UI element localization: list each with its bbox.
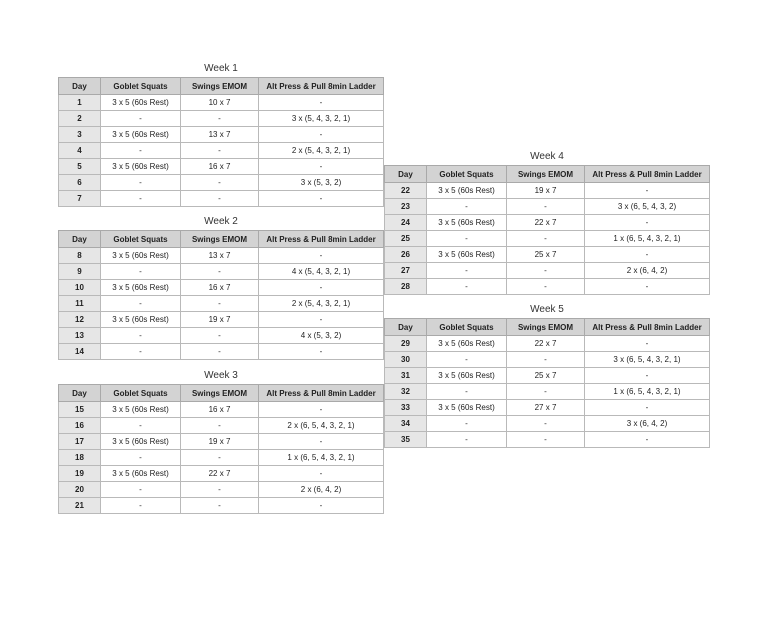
- day-cell: 4: [59, 143, 101, 159]
- table-cell: 3 x 5 (60s Rest): [427, 336, 507, 352]
- schedule-table: [384, 318, 710, 448]
- table-cell: 3 x (6, 4, 2): [585, 416, 710, 432]
- day-cell: 33: [385, 400, 427, 416]
- table-cell: 3 x (6, 5, 4, 3, 2, 1): [585, 352, 710, 368]
- table-cell: -: [181, 450, 259, 466]
- column-header: Goblet Squats: [101, 385, 181, 402]
- table-cell: -: [181, 328, 259, 344]
- week-title: Week 1: [204, 63, 238, 74]
- column-header: Day: [385, 166, 427, 183]
- table-cell: -: [585, 400, 710, 416]
- table-cell: 3 x 5 (60s Rest): [101, 95, 181, 111]
- table-cell: -: [181, 264, 259, 280]
- table-cell: -: [101, 264, 181, 280]
- table-cell: -: [181, 296, 259, 312]
- table-cell: -: [101, 498, 181, 514]
- header-row: [59, 385, 384, 402]
- table-cell: -: [507, 432, 585, 448]
- table-cell: 3 x 5 (60s Rest): [427, 247, 507, 263]
- table-cell: 3 x (5, 4, 3, 2, 1): [259, 111, 384, 127]
- column-header: Alt Press & Pull 8min Ladder: [585, 319, 710, 336]
- table-cell: -: [585, 183, 710, 199]
- day-cell: 35: [385, 432, 427, 448]
- header-row: [59, 78, 384, 95]
- day-cell: 9: [59, 264, 101, 280]
- table-row: [385, 400, 710, 416]
- table-cell: 3 x 5 (60s Rest): [101, 280, 181, 296]
- table-row: [59, 175, 384, 191]
- table-cell: -: [507, 279, 585, 295]
- table-row: [59, 248, 384, 264]
- day-cell: 31: [385, 368, 427, 384]
- table-row: [385, 231, 710, 247]
- column-header: Swings EMOM: [507, 319, 585, 336]
- table-cell: 3 x 5 (60s Rest): [101, 434, 181, 450]
- column-header: Alt Press & Pull 8min Ladder: [259, 78, 384, 95]
- table-cell: -: [181, 482, 259, 498]
- day-cell: 24: [385, 215, 427, 231]
- table-cell: -: [101, 191, 181, 207]
- schedule-table: [384, 165, 710, 295]
- schedule-table: [58, 384, 384, 514]
- day-cell: 23: [385, 199, 427, 215]
- table-cell: -: [427, 432, 507, 448]
- table-cell: -: [427, 263, 507, 279]
- table-cell: -: [259, 159, 384, 175]
- day-cell: 27: [385, 263, 427, 279]
- column-header: Swings EMOM: [181, 231, 259, 248]
- table-cell: -: [101, 175, 181, 191]
- week-4-block: [384, 149, 710, 295]
- day-cell: 3: [59, 127, 101, 143]
- table-cell: -: [585, 432, 710, 448]
- table-cell: -: [427, 352, 507, 368]
- table-cell: -: [507, 231, 585, 247]
- table-cell: 3 x 5 (60s Rest): [101, 159, 181, 175]
- table-cell: -: [101, 344, 181, 360]
- table-row: [59, 450, 384, 466]
- table-cell: 16 x 7: [181, 280, 259, 296]
- column-header: Swings EMOM: [507, 166, 585, 183]
- table-cell: -: [259, 434, 384, 450]
- table-cell: -: [507, 352, 585, 368]
- table-row: [385, 279, 710, 295]
- table-cell: 4 x (5, 4, 3, 2, 1): [259, 264, 384, 280]
- day-cell: 2: [59, 111, 101, 127]
- table-cell: 1 x (6, 5, 4, 3, 2, 1): [259, 450, 384, 466]
- table-cell: -: [427, 384, 507, 400]
- table-row: [385, 199, 710, 215]
- column-header: Goblet Squats: [101, 78, 181, 95]
- column-header: Goblet Squats: [427, 319, 507, 336]
- week-title: Week 3: [204, 370, 238, 381]
- day-cell: 20: [59, 482, 101, 498]
- day-cell: 10: [59, 280, 101, 296]
- day-cell: 8: [59, 248, 101, 264]
- table-row: [59, 498, 384, 514]
- table-cell: 13 x 7: [181, 127, 259, 143]
- table-cell: -: [259, 312, 384, 328]
- table-cell: 25 x 7: [507, 247, 585, 263]
- table-cell: 3 x (5, 3, 2): [259, 175, 384, 191]
- table-row: [59, 280, 384, 296]
- table-row: [59, 159, 384, 175]
- table-row: [59, 312, 384, 328]
- week-3-block: [58, 368, 384, 514]
- table-cell: -: [585, 215, 710, 231]
- schedule-table: [58, 77, 384, 207]
- table-cell: 22 x 7: [507, 336, 585, 352]
- table-row: [59, 402, 384, 418]
- table-cell: -: [585, 336, 710, 352]
- table-row: [59, 328, 384, 344]
- table-cell: -: [101, 328, 181, 344]
- table-cell: -: [427, 279, 507, 295]
- day-cell: 16: [59, 418, 101, 434]
- table-cell: -: [507, 199, 585, 215]
- table-cell: -: [101, 482, 181, 498]
- table-cell: -: [259, 344, 384, 360]
- table-row: [59, 296, 384, 312]
- table-cell: 19 x 7: [181, 312, 259, 328]
- table-cell: -: [585, 279, 710, 295]
- column-header: Alt Press & Pull 8min Ladder: [259, 231, 384, 248]
- day-cell: 13: [59, 328, 101, 344]
- table-cell: 3 x 5 (60s Rest): [101, 312, 181, 328]
- table-row: [59, 143, 384, 159]
- table-row: [385, 384, 710, 400]
- table-cell: 19 x 7: [507, 183, 585, 199]
- table-row: [59, 111, 384, 127]
- table-row: [385, 247, 710, 263]
- day-cell: 7: [59, 191, 101, 207]
- table-cell: -: [507, 384, 585, 400]
- table-cell: -: [101, 450, 181, 466]
- table-cell: 3 x 5 (60s Rest): [427, 215, 507, 231]
- table-cell: 3 x 5 (60s Rest): [427, 183, 507, 199]
- table-cell: 3 x 5 (60s Rest): [101, 466, 181, 482]
- column-header: Goblet Squats: [101, 231, 181, 248]
- week-title: Week 2: [204, 216, 238, 227]
- table-cell: -: [259, 127, 384, 143]
- table-cell: 3 x 5 (60s Rest): [427, 400, 507, 416]
- column-header: Alt Press & Pull 8min Ladder: [585, 166, 710, 183]
- table-cell: 1 x (6, 5, 4, 3, 2, 1): [585, 384, 710, 400]
- day-cell: 30: [385, 352, 427, 368]
- day-cell: 6: [59, 175, 101, 191]
- day-cell: 28: [385, 279, 427, 295]
- day-cell: 15: [59, 402, 101, 418]
- table-cell: 3 x 5 (60s Rest): [101, 248, 181, 264]
- table-cell: -: [181, 418, 259, 434]
- table-row: [59, 95, 384, 111]
- week-title: Week 4: [530, 151, 564, 162]
- table-cell: -: [427, 231, 507, 247]
- column-header: Swings EMOM: [181, 385, 259, 402]
- table-cell: -: [259, 95, 384, 111]
- table-cell: -: [427, 416, 507, 432]
- table-cell: 25 x 7: [507, 368, 585, 384]
- table-cell: 2 x (6, 5, 4, 3, 2, 1): [259, 418, 384, 434]
- table-cell: 22 x 7: [181, 466, 259, 482]
- day-cell: 19: [59, 466, 101, 482]
- table-cell: -: [101, 111, 181, 127]
- table-row: [385, 263, 710, 279]
- table-cell: 4 x (5, 3, 2): [259, 328, 384, 344]
- column-header: Swings EMOM: [181, 78, 259, 95]
- day-cell: 34: [385, 416, 427, 432]
- table-cell: 1 x (6, 5, 4, 3, 2, 1): [585, 231, 710, 247]
- table-cell: 3 x 5 (60s Rest): [101, 402, 181, 418]
- table-cell: -: [181, 191, 259, 207]
- table-cell: -: [181, 175, 259, 191]
- table-row: [385, 432, 710, 448]
- day-cell: 22: [385, 183, 427, 199]
- table-cell: 16 x 7: [181, 402, 259, 418]
- day-cell: 12: [59, 312, 101, 328]
- column-header: Goblet Squats: [427, 166, 507, 183]
- table-cell: -: [181, 498, 259, 514]
- table-cell: -: [259, 191, 384, 207]
- table-cell: -: [259, 498, 384, 514]
- table-row: [59, 418, 384, 434]
- table-cell: -: [101, 143, 181, 159]
- day-cell: 26: [385, 247, 427, 263]
- table-row: [59, 127, 384, 143]
- table-cell: 3 x (6, 5, 4, 3, 2): [585, 199, 710, 215]
- table-cell: -: [181, 143, 259, 159]
- table-cell: -: [507, 263, 585, 279]
- header-row: [385, 319, 710, 336]
- table-cell: -: [427, 199, 507, 215]
- week-title: Week 5: [530, 304, 564, 315]
- table-row: [385, 352, 710, 368]
- column-header: Day: [59, 78, 101, 95]
- table-cell: -: [507, 416, 585, 432]
- table-row: [385, 416, 710, 432]
- table-cell: 2 x (6, 4, 2): [259, 482, 384, 498]
- table-row: [385, 215, 710, 231]
- table-cell: -: [259, 402, 384, 418]
- column-header: Alt Press & Pull 8min Ladder: [259, 385, 384, 402]
- day-cell: 5: [59, 159, 101, 175]
- table-cell: -: [585, 247, 710, 263]
- table-row: [59, 466, 384, 482]
- table-cell: 2 x (5, 4, 3, 2, 1): [259, 143, 384, 159]
- table-cell: -: [585, 368, 710, 384]
- table-cell: -: [181, 344, 259, 360]
- table-cell: 3 x 5 (60s Rest): [427, 368, 507, 384]
- table-cell: -: [101, 296, 181, 312]
- table-cell: -: [259, 280, 384, 296]
- day-cell: 32: [385, 384, 427, 400]
- day-cell: 1: [59, 95, 101, 111]
- table-cell: 10 x 7: [181, 95, 259, 111]
- table-row: [59, 264, 384, 280]
- table-row: [385, 183, 710, 199]
- table-cell: 27 x 7: [507, 400, 585, 416]
- day-cell: 17: [59, 434, 101, 450]
- week-1-block: [58, 61, 384, 207]
- table-cell: 16 x 7: [181, 159, 259, 175]
- table-cell: 2 x (5, 4, 3, 2, 1): [259, 296, 384, 312]
- header-row: [59, 231, 384, 248]
- table-cell: 2 x (6, 4, 2): [585, 263, 710, 279]
- table-row: [59, 344, 384, 360]
- day-cell: 25: [385, 231, 427, 247]
- table-cell: -: [181, 111, 259, 127]
- column-header: Day: [385, 319, 427, 336]
- table-cell: -: [101, 418, 181, 434]
- day-cell: 11: [59, 296, 101, 312]
- table-row: [385, 336, 710, 352]
- table-row: [59, 482, 384, 498]
- table-cell: 22 x 7: [507, 215, 585, 231]
- day-cell: 14: [59, 344, 101, 360]
- week-5-block: [384, 302, 710, 448]
- table-cell: 3 x 5 (60s Rest): [101, 127, 181, 143]
- table-cell: -: [259, 466, 384, 482]
- header-row: [385, 166, 710, 183]
- schedule-table: [58, 230, 384, 360]
- week-2-block: [58, 214, 384, 360]
- table-cell: 13 x 7: [181, 248, 259, 264]
- table-cell: 19 x 7: [181, 434, 259, 450]
- column-header: Day: [59, 231, 101, 248]
- table-row: [59, 434, 384, 450]
- day-cell: 29: [385, 336, 427, 352]
- table-row: [385, 368, 710, 384]
- table-row: [59, 191, 384, 207]
- day-cell: 21: [59, 498, 101, 514]
- day-cell: 18: [59, 450, 101, 466]
- column-header: Day: [59, 385, 101, 402]
- table-cell: -: [259, 248, 384, 264]
